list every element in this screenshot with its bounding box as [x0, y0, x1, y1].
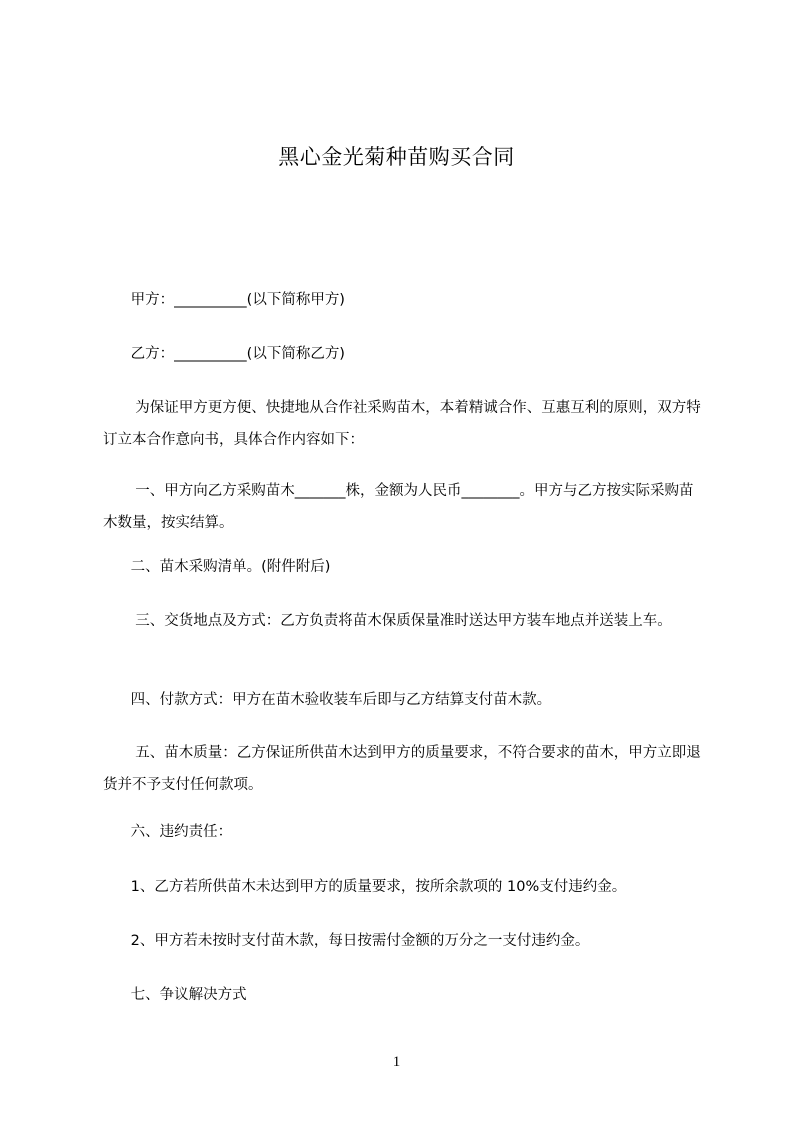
clause-6-heading: 六、违约责任：: [103, 824, 233, 840]
clause-7-heading: 七、争议解决方式: [103, 987, 247, 1003]
party-b-line: 乙方：__________(以下简称乙方): [103, 346, 345, 362]
clause-4-paragraph: 四、付款方式：甲方在苗木验收装车后即与乙方结算支付苗木款。: [103, 692, 552, 708]
clause-5-paragraph: 五、苗木质量：乙方保证所供苗木达到甲方的质量要求，不符合要求的苗木，甲方立即退货并不予支付任何款项。: [103, 745, 701, 793]
clause-3-paragraph: 三、交货地点及方式：乙方负责将苗木保质保量准时送达甲方装车地点并送装上车。: [103, 613, 672, 629]
clause-6-item-1: 1、乙方若所供苗木未达到甲方的质量要求，按所余款项的 10%支付违约金。: [103, 879, 627, 895]
page-number: 1: [392, 1054, 401, 1070]
document-title: 黑心金光菊种苗购买合同: [278, 145, 515, 169]
clause-2-paragraph: 二、苗木采购清单。(附件附后): [103, 559, 331, 575]
clause-6-item-2: 2、甲方若未按时支付苗木款，每日按需付金额的万分之一支付违约金。: [103, 933, 590, 949]
preamble-paragraph: 为保证甲方更方便、快捷地从合作社采购苗木，本着精诚合作、互惠互利的原则，双方特订立本合作意向书，具体合作内容如下：: [103, 400, 701, 448]
party-a-line: 甲方：__________(以下简称甲方): [103, 292, 345, 308]
clause-1-paragraph: 一、甲方向乙方采购苗木_______株，金额为人民币________。甲方与乙方按实际采购苗木数量，按实结算。: [103, 483, 694, 531]
